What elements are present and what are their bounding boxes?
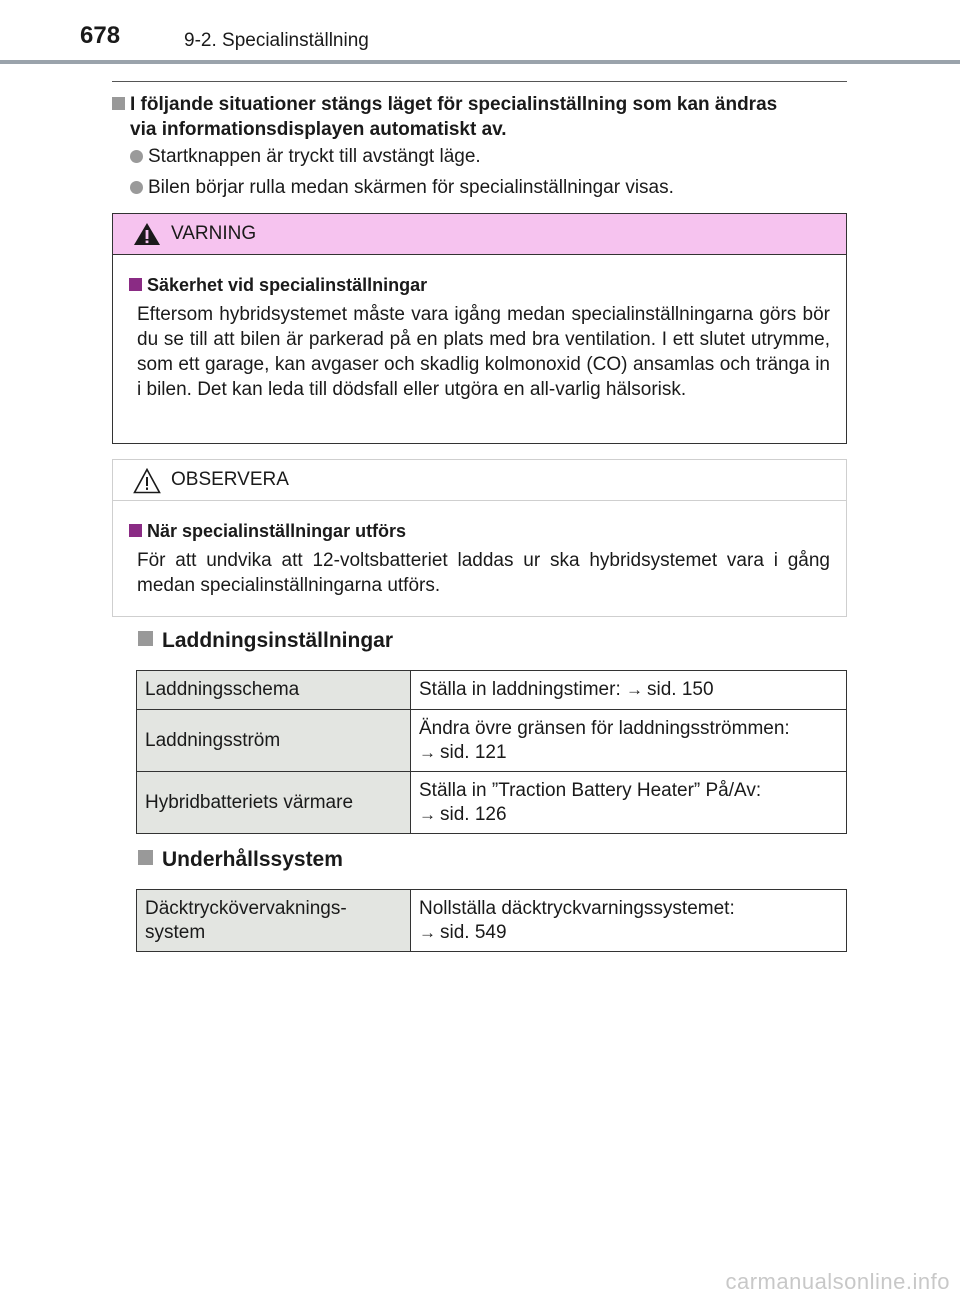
warning-triangle-icon xyxy=(133,222,161,246)
table-row xyxy=(137,710,847,772)
square-bullet-icon xyxy=(129,278,142,291)
warning-header xyxy=(113,214,846,255)
notice-box xyxy=(112,459,847,617)
table-row xyxy=(137,890,847,952)
page-header xyxy=(0,0,960,66)
square-bullet-icon xyxy=(129,524,142,537)
intro-bullet-1: Startknappen är tryckt till avstängt läge. xyxy=(130,144,481,169)
square-bullet-icon xyxy=(138,631,153,646)
table-row xyxy=(137,671,847,710)
notice-label: OBSERVERA xyxy=(171,469,289,490)
section-divider xyxy=(112,81,847,82)
round-bullet-icon xyxy=(130,150,143,163)
notice-text: För att undvika att 12-voltsbatteriet laddas ur ska hybridsystemet vara i gång medan specialinställningarna utförs. xyxy=(137,550,830,596)
arrow-right-icon: → xyxy=(419,804,436,824)
page-reference: sid. 150 xyxy=(647,679,714,700)
warning-title: Säkerhet vid specialinställningar xyxy=(129,273,830,298)
header-divider xyxy=(0,60,960,64)
warning-text: Eftersom hybridsystemet måste vara igång medan specialinställningarna görs bör du se till att bilen är parkerad på en plats med bra ventilation. I ett slutet utrymme, som ett garage, kan avgaser och skadlig kolmonoxid (CO) ansamlas och tränga in i bilen. Det kan leda till dödsfall eller utgöra en all-varlig hälsorisk. xyxy=(137,304,830,400)
square-bullet-icon xyxy=(138,850,153,865)
page-reference: sid. 126 xyxy=(440,803,507,825)
table-key: Laddningsschema xyxy=(137,671,411,710)
arrow-right-icon: → xyxy=(419,742,436,762)
caution-triangle-icon xyxy=(133,468,161,494)
table-value: Ställa in laddningstimer: → sid. 150 xyxy=(411,671,847,710)
warning-label: VARNING xyxy=(171,223,257,244)
round-bullet-icon xyxy=(130,181,143,194)
maintenance-section-title: Underhållssystem xyxy=(138,848,343,872)
warning-box xyxy=(112,213,847,444)
intro-bullet-2: Bilen börjar rulla medan skärmen för specialinställningar visas. xyxy=(130,175,674,200)
notice-title: När specialinställningar utförs xyxy=(129,519,830,544)
arrow-right-icon: → xyxy=(626,680,643,699)
table-key: Däcktryckövervaknings- system xyxy=(137,890,411,952)
table-value: Ställa in ”Traction Battery Heater” På/Av: → sid. 126 xyxy=(411,772,847,834)
notice-header xyxy=(113,460,846,501)
page-number: 678 xyxy=(80,22,121,49)
intro-heading: I följande situationer stängs läget för specialinställning som kan ändras via informationsdisplayen automatiskt av. xyxy=(112,92,848,142)
chapter-title: 9-2. Specialinställning xyxy=(184,30,369,51)
table-value: Nollställa däcktryckvarningssystemet: → sid. 549 xyxy=(411,890,847,952)
page-reference: sid. 549 xyxy=(440,921,507,943)
charging-section-title: Laddningsinställningar xyxy=(138,629,393,653)
table-key: Hybridbatteriets värmare xyxy=(137,772,411,834)
square-bullet-icon xyxy=(112,97,125,110)
arrow-right-icon: → xyxy=(419,922,436,942)
watermark: carmanualsonline.info xyxy=(725,1269,950,1294)
table-key: Laddningsström xyxy=(137,710,411,772)
table-value: Ändra övre gränsen för laddningsströmmen: → sid. 121 xyxy=(411,710,847,772)
page-reference: sid. 121 xyxy=(440,741,507,763)
maintenance-table xyxy=(136,889,847,952)
table-row xyxy=(137,772,847,834)
charging-table xyxy=(136,670,847,834)
